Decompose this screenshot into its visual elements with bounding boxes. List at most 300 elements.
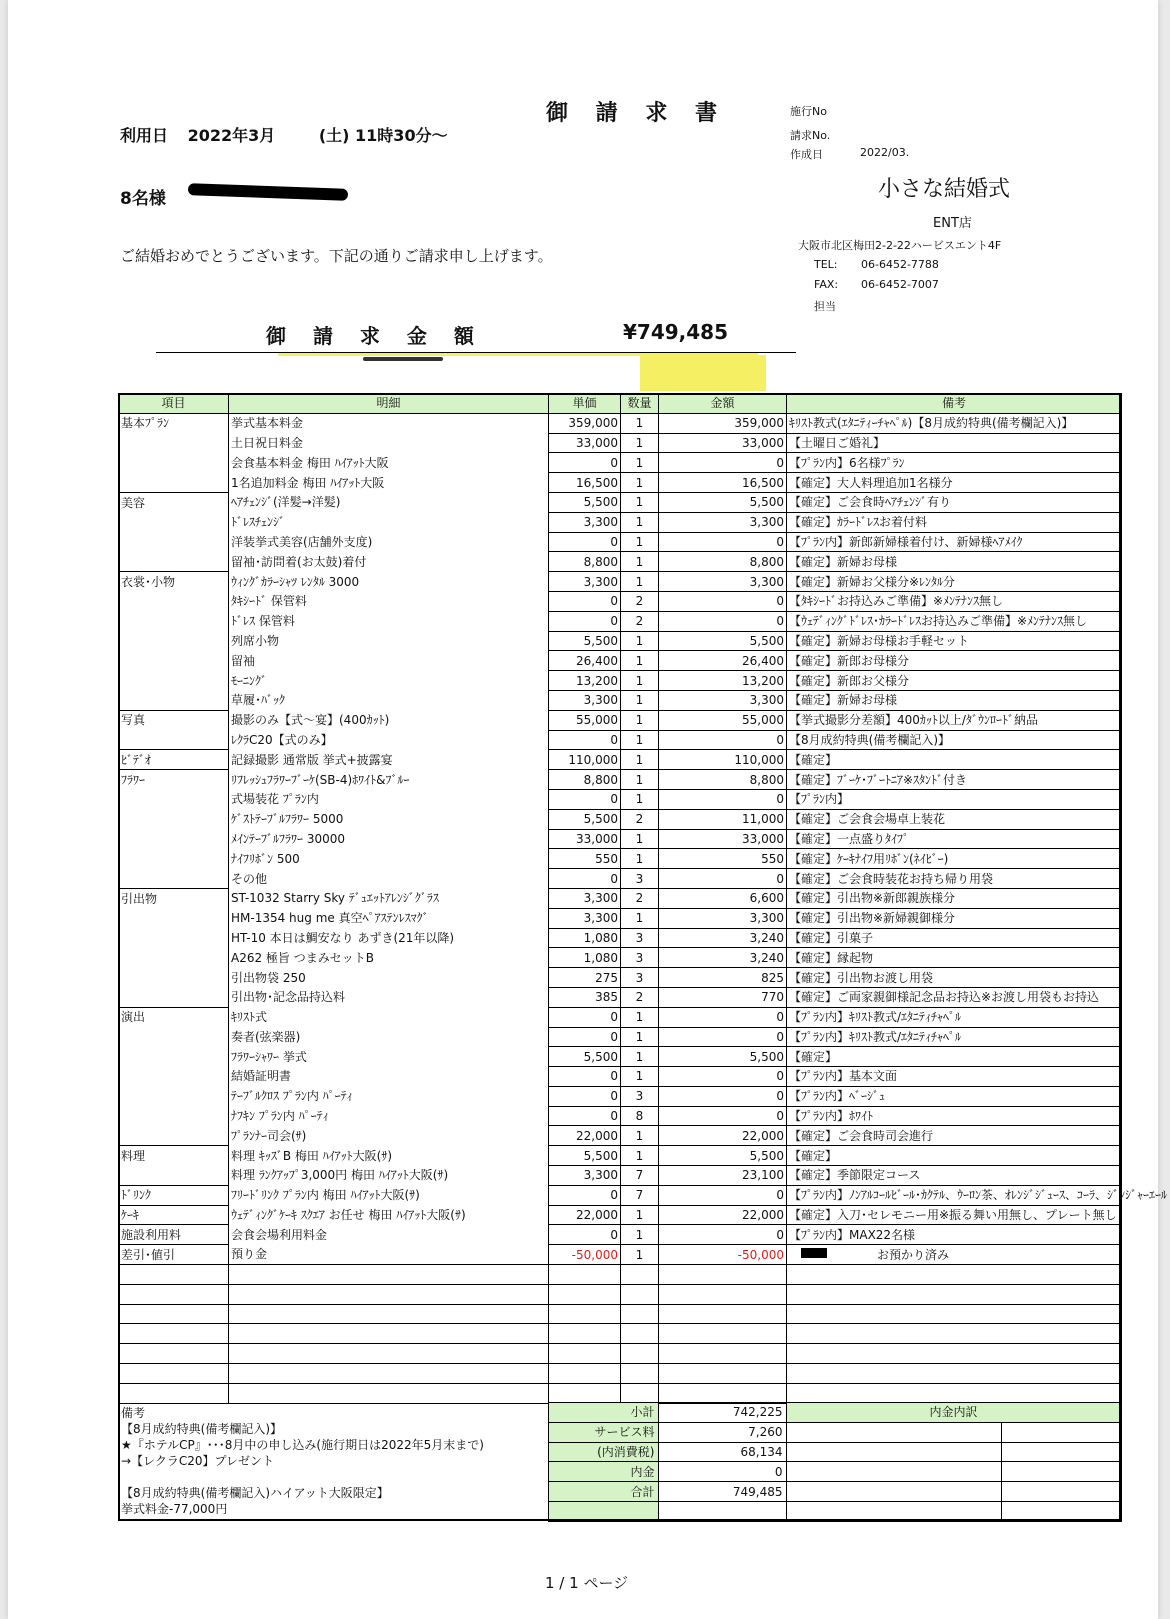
service-label: サービス料 [548,1422,658,1442]
empty-cell [549,1324,621,1344]
empty-cell [549,1383,621,1403]
deposit-breakdown-label: 内金内訳 [786,1403,1121,1423]
cell-amount: 16,500 [659,473,787,493]
cell-remarks: 【確定】ご会食時装花お持ち帰り用袋 [787,869,1122,889]
cell-amount: 0 [659,730,787,750]
amount-label: 御 請 求 金 額 [266,324,484,348]
cell-category [119,829,229,849]
empty-cell [621,1284,659,1304]
cell-amount: 22,000 [659,1205,787,1225]
table-row [119,987,1122,1007]
empty-row [119,1284,1122,1304]
cell-category [119,849,229,869]
cell-detail: 撮影のみ【式～宴】(400ｶｯﾄ) [229,710,549,730]
cell-quantity: 1 [621,829,659,849]
cell-amount: 359,000 [659,413,787,433]
empty-cell [787,1383,1122,1403]
cell-category [119,1027,229,1047]
empty-cell [787,1265,1122,1285]
cell-unit-price: 5,500 [549,1047,621,1067]
table-row [119,690,1122,710]
cell-detail: ﾃｰﾌﾞﾙｸﾛｽ ﾌﾟﾗﾝ内 ﾊﾟｰﾃｨ [229,1086,549,1106]
cell-remarks: 【ﾌﾟﾗﾝ内】ﾉﾝｱﾙｺｰﾙﾋﾞｰﾙ･ｶｸﾃﾙ、ｳｰﾛﾝ茶、ｵﾚﾝｼﾞｼﾞｭｰｽ、ｺｰﾗ、ｼﾞﾝｼﾞｬｰｴｰﾙ [787,1185,1122,1205]
empty-cell [119,1284,229,1304]
col-header-category: 項目 [119,394,229,414]
cell-remarks: 【挙式撮影分差額】400ｶｯﾄ以上/ﾀﾞｳﾝﾛｰﾄﾞ納品 [787,710,1122,730]
table-row [119,492,1122,512]
total-value: 749,485 [658,1482,786,1502]
cell-remarks: 【ﾌﾟﾗﾝ内】MAX22名様 [787,1225,1122,1245]
cell-unit-price: 0 [549,789,621,809]
empty-cell [659,1284,787,1304]
summary-table [118,1402,1122,1522]
cell-remarks: 【確定】ご両家親御様記念品お持込※お渡し用袋もお持込 [787,987,1122,1007]
cell-amount: 3,300 [659,690,787,710]
empty-row [119,1265,1122,1285]
cell-remarks: 【ﾌﾟﾗﾝ内】基本文面 [787,1067,1122,1087]
cell-quantity: 3 [621,948,659,968]
empty-cell [659,1383,787,1403]
cell-unit-price: 275 [549,968,621,988]
cell-quantity: 1 [621,690,659,710]
notes-text: 【8月成約特典(備考欄記入)】 ★『ホテルCP』･･･8月中の申し込み(施行期日は2022年5月末まで) →【レクラC20】プレゼント 【8月成約特典(備考欄記入)ハイアット大阪限定】 挙式料金-77,000円 [121,1422,484,1516]
cell-amount: 110,000 [659,750,787,770]
cell-remarks: 【確定】 [787,1047,1122,1067]
cell-category: ﾋﾞﾃﾞｵ [119,750,229,770]
deposit-value: 0 [658,1462,786,1482]
page-number: 1 / 1 ページ [545,1574,629,1592]
use-date-value: 2022年3月 [187,126,276,145]
empty-cell [549,1265,621,1285]
cell-remarks: 【確定】引出物※新婦親御様分 [787,908,1122,928]
cell-detail: 料理 ｷｯｽﾞB 梅田 ﾊｲｱｯﾄ大阪(ｻ) [229,1146,549,1166]
store-name: 小さな結婚式 [878,177,1011,202]
cell-detail: ﾄﾞﾚｽ 保管料 [229,611,549,631]
cell-amount: 33,000 [659,829,787,849]
cell-detail: ﾓｰﾆﾝｸﾞ [229,671,549,691]
cell-quantity: 1 [621,492,659,512]
cell-amount: 3,300 [659,512,787,532]
empty-cell [119,1383,229,1403]
cell-detail: ST-1032 Starry Sky ﾃﾞｭｴｯﾄｱﾚﾝｼﾞｸﾞﾗｽ [229,888,549,908]
cell-remarks: 【確定】ご会食時ﾍｱﾁｪﾝｼﾞ有り [787,492,1122,512]
cell-remarks: お預かり済み [787,1245,1122,1265]
cell-quantity: 1 [621,473,659,493]
cell-quantity: 7 [621,1185,659,1205]
cell-category [119,690,229,710]
cell-quantity: 2 [621,591,659,611]
cell-quantity: 1 [621,849,659,869]
cell-detail: 預り金 [229,1245,549,1265]
table-row [119,1185,1122,1205]
cell-unit-price: 0 [549,1185,621,1205]
empty-cell [787,1284,1122,1304]
cell-detail: ﾄﾞﾚｽﾁｪﾝｼﾞ [229,512,549,532]
table-row [119,1245,1122,1265]
cell-quantity: 1 [621,1067,659,1087]
cell-unit-price: 385 [549,987,621,1007]
cell-quantity: 1 [621,1146,659,1166]
table-row [119,1027,1122,1047]
fax-label: FAX: [814,278,839,291]
use-date [120,123,462,146]
guest-count: 8名様 [120,189,166,209]
cell-unit-price: 0 [549,1007,621,1027]
cell-unit-price: 5,500 [549,631,621,651]
cell-detail: 列席小物 [229,631,549,651]
cell-detail: 1名追加料金 梅田 ﾊｲｱｯﾄ大阪 [229,473,549,493]
cell-detail: ﾅｲﾌﾘﾎﾞﾝ 500 [229,849,549,869]
empty-row [119,1304,1122,1324]
cell-quantity: 1 [621,789,659,809]
cell-category: ｹｰｷ [119,1205,229,1225]
deposit-label: 内金 [548,1462,658,1482]
cell-unit-price: 3,300 [549,572,621,592]
cell-quantity: 2 [621,987,659,1007]
cell-detail: HT-10 本日は鯛安なり あずき(21年以降) [229,928,549,948]
deposit-cell [1001,1462,1121,1482]
cell-detail: ｷﾘｽﾄ式 [229,1007,549,1027]
cell-quantity: 1 [621,1047,659,1067]
cell-unit-price: 0 [549,1027,621,1047]
deposit-cell [786,1462,1001,1482]
cell-quantity: 3 [621,1086,659,1106]
cell-quantity: 1 [621,532,659,552]
table-row [119,1205,1122,1225]
invoice-table [118,393,1168,1404]
cell-unit-price: 5,500 [549,1146,621,1166]
cell-quantity: 1 [621,453,659,473]
cell-remarks: 【確定】入刀･セレモニー用※振る舞い用無し、プレート無し [787,1205,1122,1225]
empty-cell [229,1284,549,1304]
cell-remarks: 【確定】ｹｰｷﾅｲﾌ用ﾘﾎﾞﾝ(ﾈｲﾋﾞｰ) [787,849,1122,869]
service-value: 7,260 [658,1422,786,1442]
empty-row [119,1324,1122,1344]
cell-unit-price: 26,400 [549,651,621,671]
cell-amount: 5,500 [659,631,787,651]
use-date-label: 利用日 [120,126,169,145]
cell-detail: 挙式基本料金 [229,413,549,433]
empty-cell [229,1324,549,1344]
table-row [119,770,1122,790]
cell-amount: 0 [659,591,787,611]
cell-unit-price: 1,080 [549,948,621,968]
cell-category [119,1047,229,1067]
table-row [119,789,1122,809]
cell-amount: 0 [659,532,787,552]
staff-label: 担当 [814,300,836,313]
redaction-mark [801,1248,827,1258]
cell-quantity: 1 [621,770,659,790]
empty-cell [621,1344,659,1364]
cell-quantity: 1 [621,1205,659,1225]
cell-category [119,651,229,671]
cell-remarks: 【確定】引菓子 [787,928,1122,948]
empty-cell [229,1265,549,1285]
empty-cell [119,1324,229,1344]
cell-remarks: 【確定】大人料理追加1名様分 [787,473,1122,493]
empty-row [119,1364,1122,1384]
empty-cell [119,1304,229,1324]
cell-category [119,1106,229,1126]
cell-detail: 結婚証明書 [229,1067,549,1087]
cell-quantity: 3 [621,869,659,889]
table-row [119,1007,1122,1027]
cell-unit-price: 3,300 [549,690,621,710]
table-row [119,1126,1122,1146]
cell-quantity: 1 [621,512,659,532]
cell-amount: 3,300 [659,908,787,928]
table-row [119,888,1122,908]
table-row [119,611,1122,631]
cell-quantity: 7 [621,1166,659,1186]
table-row [119,730,1122,750]
table-row [119,1086,1122,1106]
cell-unit-price: 0 [549,1067,621,1087]
table-row [119,1225,1122,1245]
cell-remarks: 【確定】ｶﾗｰﾄﾞﾚｽお着付料 [787,512,1122,532]
cell-unit-price: 8,800 [549,552,621,572]
cell-amount: 5,500 [659,1146,787,1166]
invoice-page [8,0,1168,1619]
cell-remarks: ｷﾘｽﾄ教式(ｴﾀﾆﾃｨｰﾁｬﾍﾟﾙ)【8月成約特典(備考欄記入)】 [787,413,1122,433]
cell-amount: 0 [659,869,787,889]
cell-remarks: 【ｳｪﾃﾞｨﾝｸﾞﾄﾞﾚｽ･ｶﾗｰﾄﾞﾚｽお持込みご準備】※ﾒﾝﾃﾅﾝｽ無し [787,611,1122,631]
deposit-cell [1001,1501,1121,1521]
cell-quantity: 1 [621,908,659,928]
amount-value: ¥749,485 [623,320,729,344]
table-row [119,1106,1122,1126]
cell-quantity: 8 [621,1106,659,1126]
table-row [119,849,1122,869]
cell-remarks: 【確定】一点盛りﾀｲﾌﾟ [787,829,1122,849]
cell-detail: 留袖 [229,651,549,671]
cell-amount: 0 [659,1067,787,1087]
cell-detail: 引出物･記念品持込料 [229,987,549,1007]
table-row [119,1067,1122,1087]
cell-quantity: 1 [621,552,659,572]
cell-amount: 0 [659,453,787,473]
cell-unit-price: 22,000 [549,1126,621,1146]
cell-remarks: 【確定】 [787,750,1122,770]
cell-amount: 0 [659,789,787,809]
cell-remarks: 【確定】 [787,1146,1122,1166]
cell-detail: ﾒｲﾝﾃｰﾌﾞﾙﾌﾗﾜｰ 30000 [229,829,549,849]
cell-remarks: 【ﾌﾟﾗﾝ内】新郎新婦様着付け、新婦様ﾍｱﾒｲｸ [787,532,1122,552]
cell-category: 差引･値引 [119,1245,229,1265]
cell-detail: 洋装挙式美容(店舗外支度) [229,532,549,552]
cell-detail: その他 [229,869,549,889]
empty-cell [119,1265,229,1285]
empty-cell [621,1364,659,1384]
table-row [119,591,1122,611]
table-row [119,572,1122,592]
empty-cell [621,1265,659,1285]
cell-detail: ｹﾞｽﾄﾃｰﾌﾞﾙﾌﾗﾜｰ 5000 [229,809,549,829]
cell-unit-price: 3,300 [549,1166,621,1186]
empty-row [119,1344,1122,1364]
col-header-quantity: 数量 [621,394,659,414]
cell-amount: 23,100 [659,1166,787,1186]
empty-row [119,1383,1122,1403]
cell-category [119,473,229,493]
fax-value: 06-6452-7007 [861,278,939,291]
cell-quantity: 1 [621,413,659,433]
table-row [119,829,1122,849]
cell-category [119,1166,229,1186]
cell-detail: A262 極旨 つまみセットB [229,948,549,968]
cell-unit-price: 3,300 [549,908,621,928]
table-row [119,908,1122,928]
cell-amount: 3,240 [659,928,787,948]
cell-unit-price: 0 [549,611,621,631]
table-row [119,512,1122,532]
empty-cell [549,1304,621,1324]
empty-cell [621,1324,659,1344]
cell-amount: 0 [659,611,787,631]
table-row [119,948,1122,968]
store-address: 大阪市北区梅田2-2-22ハービスエント4F [798,239,1002,252]
empty-cell [787,1304,1122,1324]
empty-cell [787,1344,1122,1364]
table-row [119,473,1122,493]
table-row [119,413,1122,433]
cell-category [119,1126,229,1146]
cell-category [119,671,229,691]
empty-cell [229,1383,549,1403]
empty-cell [119,1344,229,1364]
empty-cell [659,1344,787,1364]
cell-unit-price: 0 [549,453,621,473]
cell-unit-price: -50,000 [549,1245,621,1265]
notes-label: 備考 [121,1406,146,1420]
cell-detail: 草履･ﾊﾞｯｸ [229,690,549,710]
subtotal-value: 742,225 [658,1403,786,1423]
summary-row-subtotal [118,1403,1121,1423]
cell-category: ﾌﾗﾜｰ [119,770,229,790]
table-row [119,1166,1122,1186]
cell-remarks: 【ﾌﾟﾗﾝ内】6名様ﾌﾟﾗﾝ [787,453,1122,473]
cell-amount: 8,800 [659,552,787,572]
table-header-row [119,394,1122,414]
cell-quantity: 1 [621,572,659,592]
cell-amount: 825 [659,968,787,988]
cell-unit-price: 22,000 [549,1205,621,1225]
cell-unit-price: 0 [549,730,621,750]
cell-quantity: 1 [621,651,659,671]
deposit-cell [786,1482,1001,1502]
cell-quantity: 1 [621,750,659,770]
cell-amount: 5,500 [659,1047,787,1067]
deposit-cell [1001,1442,1121,1462]
empty-cell [787,1364,1122,1384]
deposit-cell [786,1422,1001,1442]
table-row [119,453,1122,473]
empty-cell [621,1304,659,1324]
cell-amount: 0 [659,1225,787,1245]
table-row [119,552,1122,572]
cell-remarks: 【ﾌﾟﾗﾝ内】ﾍﾞｰｼﾞｭ [787,1086,1122,1106]
total-label: 合計 [548,1482,658,1502]
cell-quantity: 3 [621,928,659,948]
cell-remarks: 【確定】ご会食会場卓上装花 [787,809,1122,829]
table-row [119,869,1122,889]
empty-cell [229,1304,549,1324]
cell-amount: 26,400 [659,651,787,671]
empty-cell [659,1265,787,1285]
cell-remarks: 【確定】引出物※新郎親族様分 [787,888,1122,908]
table-row [119,968,1122,988]
cell-category [119,968,229,988]
cell-detail: ﾅﾌｷﾝ ﾌﾟﾗﾝ内 ﾊﾟｰﾃｨ [229,1106,549,1126]
subtotal-label: 小計 [548,1403,658,1423]
tel-label: TEL: [814,258,838,271]
cell-category [119,928,229,948]
cell-remarks: 【確定】新郎お父様分 [787,671,1122,691]
empty-cell [119,1364,229,1384]
cell-detail: 留袖･訪問着(お太鼓)着付 [229,552,549,572]
cell-quantity: 1 [621,1007,659,1027]
use-day-value: (土) 11時30分～ [318,126,448,145]
cell-detail: ｳｪﾃﾞｨﾝｸﾞｹｰｷ ｽｸｴｱ お任せ 梅田 ﾊｲｱｯﾄ大阪(ｻ) [229,1205,549,1225]
cell-quantity: 1 [621,433,659,453]
cell-amount: 33,000 [659,433,787,453]
blank-label [548,1501,658,1521]
cell-unit-price: 1,080 [549,928,621,948]
cell-quantity: 2 [621,611,659,631]
tax-label: (内消費税) [548,1442,658,1462]
cell-remarks: 【8月成約特典(備考欄記入)】 [787,730,1122,750]
cell-unit-price: 5,500 [549,492,621,512]
cell-remarks: 【ﾌﾟﾗﾝ内】ｷﾘｽﾄ教式/ｴﾀﾆﾃｨﾁｬﾍﾟﾙ [787,1007,1122,1027]
cell-unit-price: 550 [549,849,621,869]
cell-unit-price: 359,000 [549,413,621,433]
cell-amount: 22,000 [659,1126,787,1146]
cell-detail: HM-1354 hug me 真空ﾍﾟｱｽﾃﾝﾚｽﾏｸﾞ [229,908,549,928]
empty-cell [549,1284,621,1304]
cell-remarks: 【確定】新婦お母様 [787,690,1122,710]
cell-unit-price: 8,800 [549,770,621,790]
cell-amount: -50,000 [659,1245,787,1265]
col-header-unit-price: 単価 [549,394,621,414]
cell-remarks: 【土曜日ご婚礼】 [787,433,1122,453]
cell-quantity: 1 [621,1245,659,1265]
cell-category [119,1086,229,1106]
cell-category [119,809,229,829]
cell-detail: 会食会場利用料金 [229,1225,549,1245]
empty-cell [549,1364,621,1384]
cell-unit-price: 0 [549,532,621,552]
empty-cell [659,1304,787,1324]
cell-category: ﾄﾞﾘﾝｸ [119,1185,229,1205]
cell-amount: 0 [659,1086,787,1106]
cell-unit-price: 0 [549,1086,621,1106]
table-row [119,1047,1122,1067]
cell-amount: 0 [659,1007,787,1027]
cell-detail: 式場装花 ﾌﾟﾗﾝ内 [229,789,549,809]
cell-detail: ﾌﾗﾜｰｼｬﾜｰ 挙式 [229,1047,549,1067]
cell-quantity: 1 [621,1225,659,1245]
cell-detail: 会食基本料金 梅田 ﾊｲｱｯﾄ大阪 [229,453,549,473]
cell-detail: 土日祝日料金 [229,433,549,453]
table-row [119,671,1122,691]
cell-category [119,987,229,1007]
table-row [119,750,1122,770]
cell-unit-price: 110,000 [549,750,621,770]
exec-no-label: 施行No [790,105,827,118]
cell-category [119,631,229,651]
empty-cell [659,1324,787,1344]
